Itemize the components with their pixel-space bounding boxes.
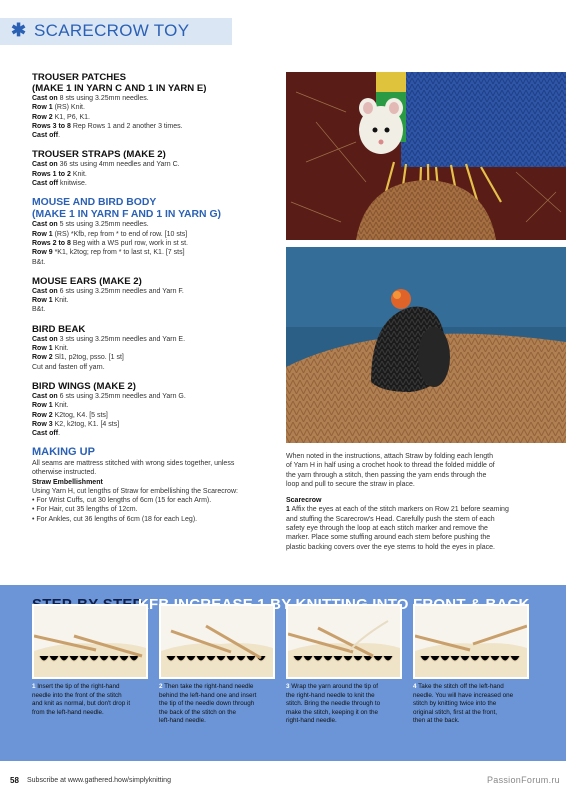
section-heading: BIRD WINGS (MAKE 2) [32, 380, 136, 392]
instruction-line: Cut and fasten off yarn. [32, 363, 105, 371]
body-line: the yarn through a stitch, then passing the yarn ends through the [286, 471, 487, 479]
step-1 [32, 604, 152, 717]
instruction-line: Row 9 *K1, k2tog; rep from * to last st, K1. [7 sts] [32, 249, 185, 257]
right-column-text [286, 452, 548, 552]
section-making-up [32, 447, 276, 524]
section-bird-wings [32, 381, 276, 438]
page-title: SCARECROW TOY [34, 21, 190, 40]
body-line: otherwise instructed. [32, 469, 97, 477]
step-2-text: 2 Then take the right-hand needle behind the left-hand one and insert the tip of the needle down through the back of the stitch on the left-hand needle. [159, 683, 257, 724]
step-3 [286, 604, 406, 726]
watermark: PassionForum.ru [486, 775, 560, 785]
instruction-line: Rows 1 to 2 Knit. [32, 170, 87, 178]
section-heading: TROUSER PATCHES (MAKE 1 IN YARN C AND 1 IN YARN E) [32, 72, 207, 94]
section-mouse-bird-body [32, 197, 276, 266]
step-2 [159, 604, 279, 726]
step-3-photo [286, 604, 402, 679]
mouse-photo [286, 72, 566, 240]
instruction-line: Cast off knitwise. [32, 180, 87, 188]
bullet-line: • For Ankles, cut 36 lengths of 6cm (18 for each Leg). [32, 515, 198, 523]
instruction-line: Row 1 Knit. [32, 402, 69, 410]
section-heading: TROUSER STRAPS (MAKE 2) [32, 149, 166, 161]
section-heading: MOUSE AND BIRD BODY (MAKE 1 IN YARN F AND 1 IN YARN G) [32, 197, 221, 220]
instruction-line: and stuffing the Scarecrow's Head. Carefully push the stem of each [286, 515, 495, 523]
instruction-line: Row 1 (RS) *Kfb, rep from * to end of row. [10 sts] [32, 230, 188, 238]
instruction-line: 1 Affix the eyes at each of the stitch markers on Row 21 before seaming [286, 506, 509, 514]
page-number: 58 [10, 776, 19, 785]
instruction-line: B&t. [32, 306, 46, 314]
bullet-line: • For Hair, cut 35 lengths of 12cm. [32, 506, 138, 514]
page-header [0, 0, 566, 64]
page-footer [0, 768, 566, 800]
instruction-line: safety eye through the loop at each stitch marker and remove the [286, 525, 488, 533]
instruction-line: Rows 2 to 8 Beg with a WS purl row, work in st st. [32, 239, 188, 247]
instruction-line: plastic backing covers over the eye stems to hold the eyes in place. [286, 543, 495, 551]
body-line: All seams are mattress stitched with wrong sides together, unless [32, 459, 235, 467]
instruction-line: Cast on 8 sts using 3.25mm needles. [32, 95, 149, 102]
asterisk-icon: ✱ [11, 20, 27, 40]
knitting-needles-illustration [34, 606, 146, 677]
instruction-line: Row 2 Sl1, p2tog, psso. [1 st] [32, 354, 124, 362]
body-line: When noted in the instructions, attach Straw by folding each length [286, 453, 494, 460]
instruction-line: Row 2 K2tog, K4. [5 sts] [32, 411, 108, 419]
instruction-line: Row 1 (RS) Knit. [32, 104, 85, 112]
instruction-line: Cast on 6 sts using 3.25mm needles and Yarn F. [32, 287, 184, 295]
knitting-needles-illustration [161, 606, 273, 677]
bullet-line: • For Wrist Cuffs, cut 30 lengths of 6cm (15 for each Arm). [32, 497, 212, 505]
step-4-text: 4 Take the stitch off the left-hand needle. You will have increased one stitch by knitting twice into the original stitch, first at the front, then at the back. [413, 683, 514, 724]
body-line: of Yarn H in half using a crochet hook to thread the folded middle of [286, 462, 495, 470]
step-2-photo [159, 604, 275, 679]
pattern-column [32, 72, 276, 524]
instruction-line: Cast on 6 sts using 3.25mm needles and Yarn G. [32, 392, 186, 400]
instruction-line: Cast off. [32, 132, 61, 140]
instruction-line: Cast on 5 sts using 3.25mm needles. [32, 221, 149, 229]
section-trouser-straps [32, 149, 276, 188]
bird-photo [286, 247, 566, 443]
body-line: Using Yarn H, cut lengths of Straw for embellishing the Scarecrow: [32, 487, 238, 495]
subheading: Straw Embellishment [32, 478, 103, 486]
knitting-needles-illustration [288, 606, 400, 677]
section-mouse-ears [32, 276, 276, 315]
knitting-needles-illustration [415, 606, 527, 677]
step-4-photo [413, 604, 529, 679]
instruction-line: Row 3 K2, k2tog, K1. [4 sts] [32, 420, 120, 428]
instruction-line: marker. Place some stuffing around each stem before pushing the [286, 534, 491, 542]
step-4 [413, 604, 533, 726]
section-heading: MOUSE EARS (MAKE 2) [32, 275, 142, 287]
section-heading: MAKING UP [32, 446, 95, 459]
section-trouser-patches [32, 72, 276, 140]
subscribe-link[interactable]: Subscribe at www.gathered.how/simplyknitting [27, 777, 171, 784]
bird-photo-illustration [286, 247, 566, 443]
step-3-text: 3 Wrap the yarn around the tip of the right-hand needle to knit the stitch. Bring the needle through to make the stitch, keeping it on the right-hand needle. [286, 683, 381, 724]
instruction-line: B&t. [32, 258, 46, 266]
step-1-photo [32, 604, 148, 679]
instruction-line: Cast off. [32, 430, 61, 438]
instruction-line: Row 1 Knit. [32, 297, 69, 305]
instruction-line: Cast on 36 sts using 4mm needles and Yarn C. [32, 161, 180, 169]
mouse-photo-illustration [286, 72, 566, 240]
subheading-scarecrow: Scarecrow [286, 497, 322, 505]
body-line: loop and pull to secure the straw in place. [286, 480, 415, 488]
section-heading: BIRD BEAK [32, 323, 86, 335]
instruction-line: Cast on 3 sts using 3.25mm needles and Yarn E. [32, 335, 186, 343]
instruction-line: Row 2 K1, P6, K1. [32, 113, 90, 121]
step-by-step-subtitle: KFB BY [138, 596, 292, 613]
step-1-text: 1 Insert the tip of the right-hand needle into the front of the stitch and knit as normal, but don't drop it from the left-hand needle. [32, 683, 131, 716]
instruction-line: Row 1 Knit. [32, 345, 69, 353]
instruction-line: Rows 3 to 8 Rep Rows 1 and 2 another 3 times. [32, 122, 183, 130]
section-bird-beak [32, 324, 276, 372]
